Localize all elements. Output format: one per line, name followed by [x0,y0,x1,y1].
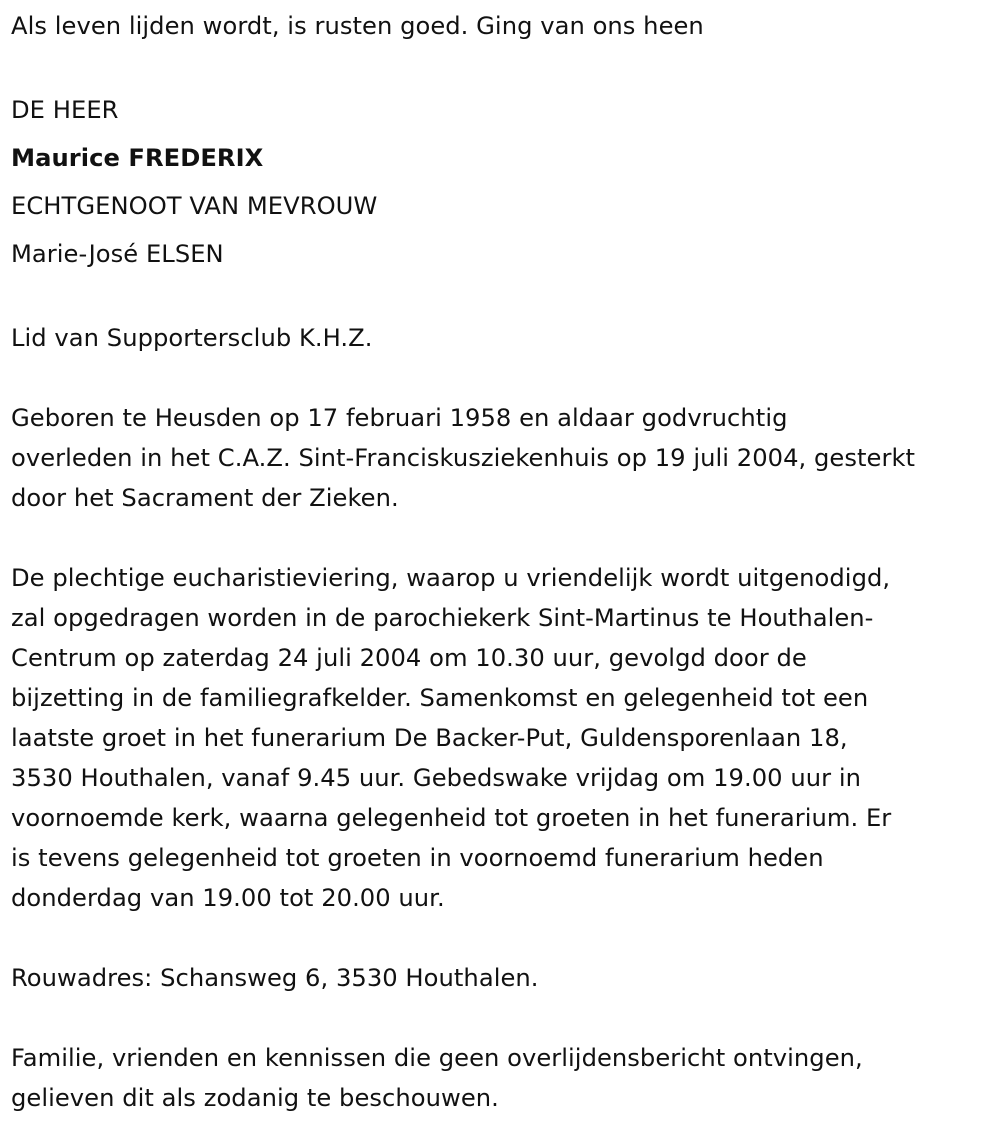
spacer [11,46,988,86]
paragraph-line: is tevens gelegenheid tot groeten in voornoemd funerarium heden [11,844,824,872]
paragraph-line: laatste groet in het funerarium De Backer-Put, Guldensporenlaan 18, [11,724,848,752]
spacer [11,358,988,398]
paragraph-line: donderdag van 19.00 tot 20.00 uur. [11,884,445,912]
paragraph-line: Centrum op zaterdag 24 juli 2004 om 10.30 uur, gevolgd door de [11,644,807,672]
honorific: DE HEER [11,96,119,124]
spacer [11,998,988,1038]
paragraph-line: door het Sacrament der Zieken. [11,484,399,512]
paragraph-line: bijzetting in de familiegrafkelder. Samenkomst en gelegenheid tot een [11,684,869,712]
spacer [11,918,988,958]
paragraph-line: Geboren te Heusden op 17 februari 1958 en aldaar godvruchtig [11,404,788,432]
intro-line: Als leven lijden wordt, is rusten goed. Ging van ons heen [11,12,704,40]
paragraph-line: gelieven dit als zodanig te beschouwen. [11,1084,499,1112]
paragraph-line: Familie, vrienden en kennissen die geen overlijdensbericht ontvingen, [11,1044,863,1072]
spacer [11,518,988,558]
paragraph-line: De plechtige eucharistieviering, waarop u vriendelijk wordt uitgenodigd, [11,564,891,592]
spacer [11,278,988,318]
paragraph-line: 3530 Houthalen, vanaf 9.45 uur. Gebedswake vrijdag om 19.00 uur in [11,764,861,792]
paragraph-line: voornoemde kerk, waarna gelegenheid tot groeten in het funerarium. Er [11,804,892,832]
paragraph-line: overleden in het C.A.Z. Sint-Franciskusziekenhuis op 19 juli 2004, gesterkt [11,444,916,472]
deceased-block [11,86,988,278]
relation-line: ECHTGENOOT VAN MEVROUW [11,192,378,220]
paragraph-line: zal opgedragen worden in de parochiekerk Sint-Martinus te Houthalen- [11,604,874,632]
closing-paragraph [11,1038,988,1118]
ceremony-paragraph [11,558,988,918]
spouse-name: Marie-José ELSEN [11,240,224,268]
address-line: Rouwadres: Schansweg 6, 3530 Houthalen. [11,964,539,992]
membership-line: Lid van Supportersclub K.H.Z. [11,324,373,352]
birth-death-paragraph [11,398,988,518]
deceased-name: Maurice FREDERIX [11,144,264,172]
